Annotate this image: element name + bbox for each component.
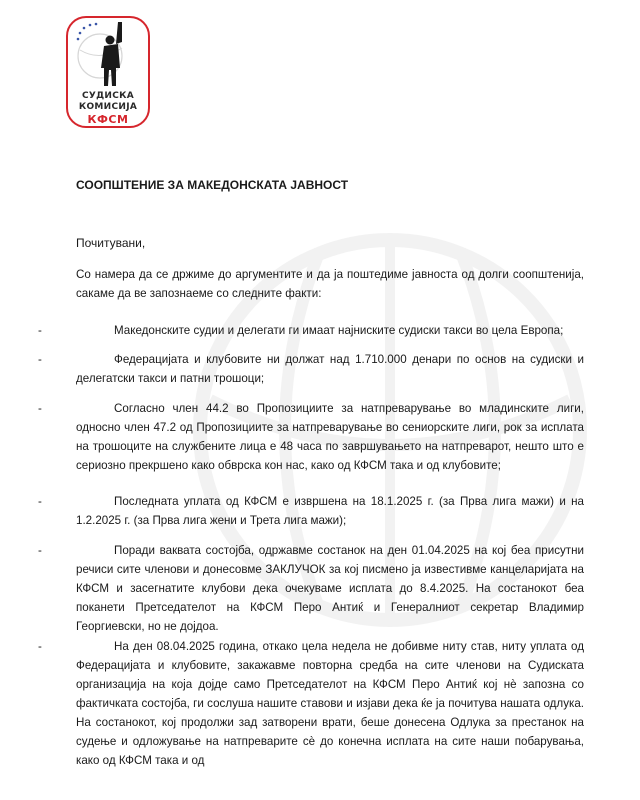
list-item-text: Последната уплата од КФСМ е извршена на 18.1.2025 г. (за Прва лига мажи) и на 1.2.2025 г. (за Прва лига жени и Трета лига мажи); xyxy=(76,495,584,527)
list-item-text: Согласно член 44.2 во Пропозициите за натпреварување во младинските лиги, односно член 47.2 од Пропозициите за натпреварување во сениорските лиги, рок за исплата на трошоците на службените лица е 48 часа по завршувањето на натпреварот, нешто што е сериозно прекршено како обврска кон нас, како од КФСМ така и од клубовите; xyxy=(76,402,584,472)
list-item-text: Поради ваквата состојба, одржавме состанок на ден 01.04.2025 на кој беа присутни речиси сите членови и донесовме ЗАКЛУЧОК за кој писмено ја известивме канцеларијата на КФСМ и засегнатите клубови дека очекуваме исплата до 8.4.2025. На состанокот беа поканети Претседателот на КФСМ Перо Антиќ и Генералниот секретар Владимир Георгиевски, но не дојдоа. xyxy=(76,544,584,633)
logo-text-line2: КОМИСИЈА xyxy=(78,102,138,112)
document-title: СООПШТЕНИЕ ЗА МАКЕДОНСКАТА ЈАВНОСТ xyxy=(76,178,349,192)
list-item xyxy=(38,637,584,770)
list-item-text: Федерацијата и клубовите ни должат над 1.710.000 денари по основ на судиски и делегатски такси и патни трошоци; xyxy=(76,353,584,385)
list-item-text: Македонските судии и делегати ги имаат најниските судиски такси во цела Европа; xyxy=(114,324,564,337)
list-bullet: - xyxy=(38,402,42,415)
list-item xyxy=(38,541,584,636)
list-item xyxy=(38,321,584,340)
list-item-text: На ден 08.04.2025 година, откако цела недела не добивме ниту став, ниту уплата од Федерацијата и клубовите, закажавме повторна средба на сите членови на Судиската организација на која дојде само Претседателот на КФСМ Перо Антиќ кој нѐ запозна со фактичката состојба, ги сослуша нашите ставови и изјави дека ќе ја почитува нашата одлука. На состанокот, кој продолжи зад затворени врати, беше донесена Одлука за престанок на судење и одложување на натпреварите сѐ до конечна исплата на сите наши побарувања, како од КФСМ така и од xyxy=(76,640,584,767)
list-item xyxy=(38,399,584,475)
logo xyxy=(66,16,150,128)
list-bullet: - xyxy=(38,640,42,653)
list-bullet: - xyxy=(38,353,42,366)
logo-text-line1: СУДИСКА xyxy=(81,91,135,101)
list-item xyxy=(38,350,584,388)
list-bullet: - xyxy=(38,544,42,557)
list-item xyxy=(38,492,584,530)
greeting: Почитувани, xyxy=(76,236,146,250)
intro-paragraph: Со намера да се држиме до аргументите и да ја поштедиме јавноста од долги соопштенија, сакаме да ве запознаеме со следните факти: xyxy=(76,268,584,300)
list-bullet: - xyxy=(38,324,42,337)
list-bullet: - xyxy=(38,495,42,508)
logo-text-line3: КФСМ xyxy=(87,113,129,126)
